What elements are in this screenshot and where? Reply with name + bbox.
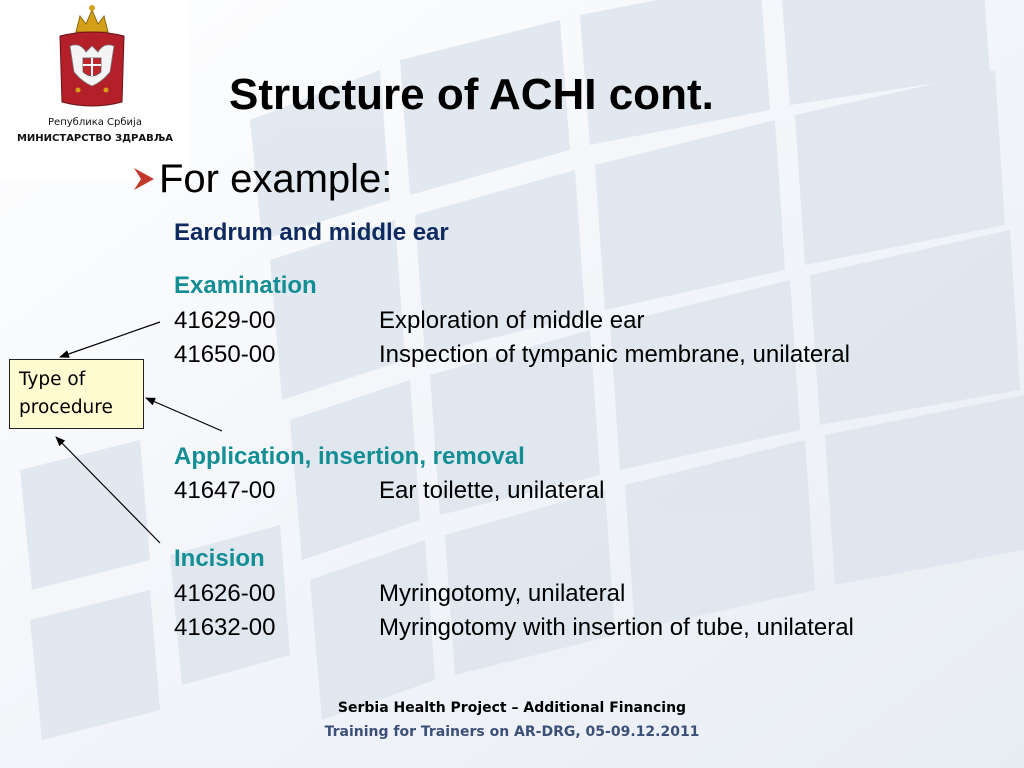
callout-line1: Type of (19, 369, 86, 390)
footer-project: Serbia Health Project – Additional Financing (337, 700, 687, 716)
logo-ministry-text: МИНИСТАРСТВО ЗДРАВЉА (16, 133, 174, 144)
procedure-code: 41629-00 (174, 307, 276, 334)
arrow-to-incision (56, 437, 160, 543)
procedure-description: Myringotomy with insertion of tube, unilateral (379, 614, 854, 641)
procedure-description: Ear toilette, unilateral (379, 477, 605, 504)
logo-country-text: Република Србија (48, 117, 142, 128)
bullet-text: For example: (159, 157, 393, 201)
group-heading-examination: Examination (174, 272, 317, 299)
group-heading-incision: Incision (174, 545, 265, 572)
footer-training: Training for Trainers on AR-DRG, 05-09.12.2011 (324, 724, 700, 740)
procedure-code: 41650-00 (174, 341, 276, 368)
callout-line2: procedure (19, 397, 113, 418)
type-of-procedure-callout (9, 359, 144, 429)
procedure-code: 41647-00 (174, 477, 276, 504)
group-heading-application: Application, insertion, removal (174, 443, 525, 470)
procedure-description: Exploration of middle ear (379, 307, 645, 334)
procedure-description: Inspection of tympanic membrane, unilateral (379, 341, 850, 368)
section-heading: Eardrum and middle ear (174, 219, 449, 246)
slide-title: Structure of ACHI cont. (229, 70, 714, 119)
arrow-to-application (146, 398, 222, 431)
procedure-code: 41626-00 (174, 580, 276, 607)
procedure-description: Myringotomy, unilateral (379, 580, 626, 607)
procedure-code: 41632-00 (174, 614, 276, 641)
arrow-to-examination (60, 322, 160, 357)
